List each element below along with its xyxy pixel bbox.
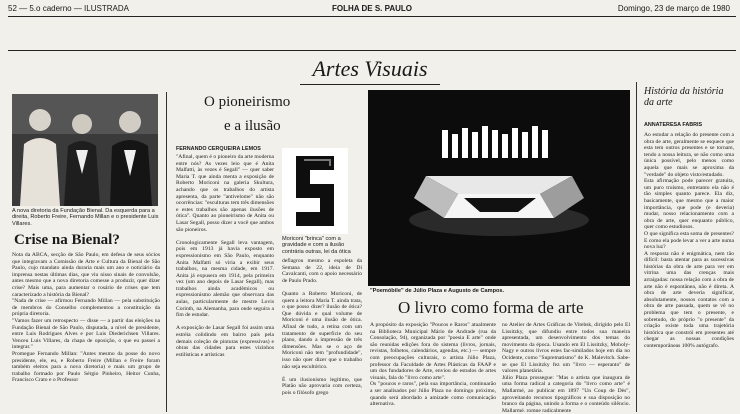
crise-article-body: Nota da ABCA, secção de São Paulo, em defesa de seus sócios que integravam a Comissão de Arte e Cultura da Bienal de São Paulo, cujo mandato ainda duraria mais um ano e noticiário da imprensa nestas últimas dias, que viu nisso sinais de convulsão, antes mesmo que a nova diretoria comesse a produzir, quer dizer crise? Mais uma, para aumentar o rosário de crises que tem caracterizado a história da Bienal? "Nada de crise — afirmou Fernando Millan — pela substituição de membros do Conselho complementou a constituição da própria diretoria. "Vamos fazer um retrospecto — disse — a partir das eleições na Fundação Bienal de São Paulo, disputada, a nível de presidente, entre Luis Rodrigues Alves e por Luis Diederichsen Villares. Venceu Luis Villares, da chapa de oposição, o que eu passei a integrar." Promegue Fernando Millan: "Antes mesmo da posse do novo presidente, ele, eu, e Roberto Freire (Millan e Freire foram também eleitos para a nova diretoria) e mais um grupo de trabalho formado por Paulo Sérgio Pinheiro, Heitor Cunha, Francisco Crato e o Professor: [12, 252, 160, 384]
bienal-directors-photo: [12, 94, 158, 206]
newspaper-name: FOLHA DE S. PAULO: [332, 4, 412, 13]
bienal-photo-caption: A nova diretoria da Fundação Bienal. Da esquerda para a direita, Roberto Freire, Fernando Millan e o presidente Luis Villares.: [12, 208, 159, 227]
moriconi-caption: Moriconi "brinca" com a gravidade e com a ilusão contrária outras, lei da ótica: [282, 236, 351, 255]
livro-column-2: no Atelier de Artes Gráficas de Vitebsk, dirigido pelo El Lissitzky, que difundiu entre todos sua maneira apresentada, um desenvolvimento dos temas do movimento da época. Usando em El Lissitzky, Moholy-Nagy e outros livros estes fac-similados hoje em dia no Ocidente, como "Suprematismo" de K. Malevitch. Sabe-se que El Lissitzky fez um "livro — esperanto" de valores planetária. Júlio Plaza prossegue: "Mas o artista que inaugura de uma forma radical a categoria do "livro como arte" é Mallarmé, ao publicar em 1897 "Un Coup de Dès", aproveitando recursos tipográficos e sua disposição no branco da página, unindo a forma e o conteúdo silêncio. Mallarmé, rompe radicalmente: [502, 322, 630, 412]
poemobile-photo: [368, 90, 630, 286]
column-divider-right: [636, 82, 637, 412]
pioneirismo-column-2: deflagrou mesmo a espoleta da Semana de 22, ideia de Di Cavalcanti, com o apoio necessário de Paulo Prado. Quanto a Roberto Moriconi, de quem a leitora Maria T. ainda trata, o que posso dizer? ilusão de ótica? Que dúvida e qual volume de Moriconi é uma ilusão de ótica. Afinal de tudo, a retina com um tratamento de superfície do seu plano, dando a impressão de três dimensões. Mas se o aço de Moriconi não tem "profundidade", isso não quer dizer que o trabalho não seja escultórico. É um ilusionismo legítimo, que Platão não aprovaria com certeza, pois o filósofo grego: [282, 258, 362, 396]
column-divider: [166, 92, 167, 412]
livro-column-1: A propósito da exposição "Poucos e Raros" atualmente na Biblioteca Municipal Mário de Andrade (rua da Consolação, 94), organizada por "poesia E arte" onde são reunidas edições fora do sistema (livros, jornais, revistas, folhetos, calendários, agendas, etc.) — sempre com preocupações culturais, o artista Júlio Plaza, professor da Faculdade de Artes Plásticas da FAAP e um dos fundadores de Arte, enviou de estudos de artes visuais, fala do "livro como arte". Os "poucos e raros", pela sua importância, continuarão a ser analisados por Júlio Plaza no domingo próximo, quando será abordado a amizade como comunicação alternativa.: [370, 322, 496, 408]
poemobile-caption: "Poemóbile" de Júlio Plaza e Augusto de Campos.: [370, 288, 505, 294]
historia-headline: História da história da arte: [644, 86, 724, 108]
poemobile-sculpture-icon: [368, 90, 630, 286]
historia-byline: ANNATERESA FABRIS: [644, 122, 703, 128]
people-photo-icon: [12, 94, 158, 206]
moriconi-sculpture-photo: [282, 148, 348, 234]
historia-article-body: Ao estudar a relação do presente com a obra de arte, geralmente se esquece que esta tem outros presentes e se tornam, tendo a nossa leitura, se não como uma única possível, pelo menos como aquela que mais se aproxima da "verdade" do objeto visto/estudado. Esta afirmação pode parecer gratuita, um puro truísmo, entretanto ela não é tão simples quanto parece. Ela diz, basicamente, que mesmo que a maior importância, que pode (e deveria) mudar, nosso relacionamento com a obra de arte, quer enquanto público, quer como estudiosos. O que significa esta soma de presentes? E como ela pode levar a ver a arte numa nova luz? A resposta não é enigmática, nem tão difícil: basta atentar para as sucessivas histórias da obra de arte para ver em vitrina uma das crenças mais arraigadas: nossa relação com a obra de arte não é espontânea, não é direta. A obra de arte deveria significar, absolutamente, nossos contatos com a obra de arte passada, quem se vê no problema que tem o presente, e sobretudo, do próprio "o presente" da criação existe toda uma trajetória histórica que constrói em presentes até chegar as nossas condições contemporâneas 100% autógrafo.: [644, 132, 734, 349]
issue-date: Domingo, 23 de março de 1980: [617, 4, 730, 13]
crise-headline: Crise na Bienal?: [14, 232, 120, 248]
section-title-underline: [300, 84, 440, 85]
pioneirismo-headline-line2: e a ilusão: [224, 118, 281, 134]
sculpture-s-icon: [282, 148, 348, 234]
page-section-label: 52 — 5.o caderno — ILUSTRADA: [8, 4, 129, 13]
livro-headline: O livro como forma de arte: [398, 298, 584, 317]
section-title: Artes Visuais: [312, 56, 428, 81]
header-rule: [8, 16, 736, 17]
pioneirismo-column-1: "Afinal, quem é o pioneiro da arte moderna entre nós? As vezes leio que é Anita Malfatti, às vezes é Segall" — quer saber Maria T. que ainda menta a exposição de Roberto Moriconi na galeria Skultura, achando que os trabalhos do artista apresenta, da parte "antivelome" não são ocorrências: "esculturas tem três dimensões e estes trabalhos são apenas ilusões de ótica". Quanto ao pioneirismo de Anita ou Lasar Segall, posso dizer a você que ambos são pioneiros. Cronologicamente Segall leva vantagem, pois em 1913 já havia exposto em expressionismo em São Paulo, enquanto Anita Malfatti só viria a exibir seus trabalhos, na mesma cidade, em 1917. Anita já expusera em 1914, pela primeira vez (um ano depois de Lasar Segall), mas trabalhos ainda acadêmicos ou expressionismo alemão que observara das aulas, particularmente de mestre Lovis Corinth, na Alemanha, para onde seguira a fim de estudar. A exposição de Lasar Segall foi assim uma estréia colidindo em bairro país pela demais coleção de pinturas (expressivas) e obras das cidades para estes vizinhos estilísticas e artísticas: [176, 154, 274, 358]
pioneirismo-headline-line1: O pioneirismo: [204, 94, 291, 110]
pioneirismo-byline: FERNANDO CERQUEIRA LEMOS: [176, 146, 261, 152]
page-header: [0, 0, 740, 16]
section-rule-top: [8, 50, 736, 51]
